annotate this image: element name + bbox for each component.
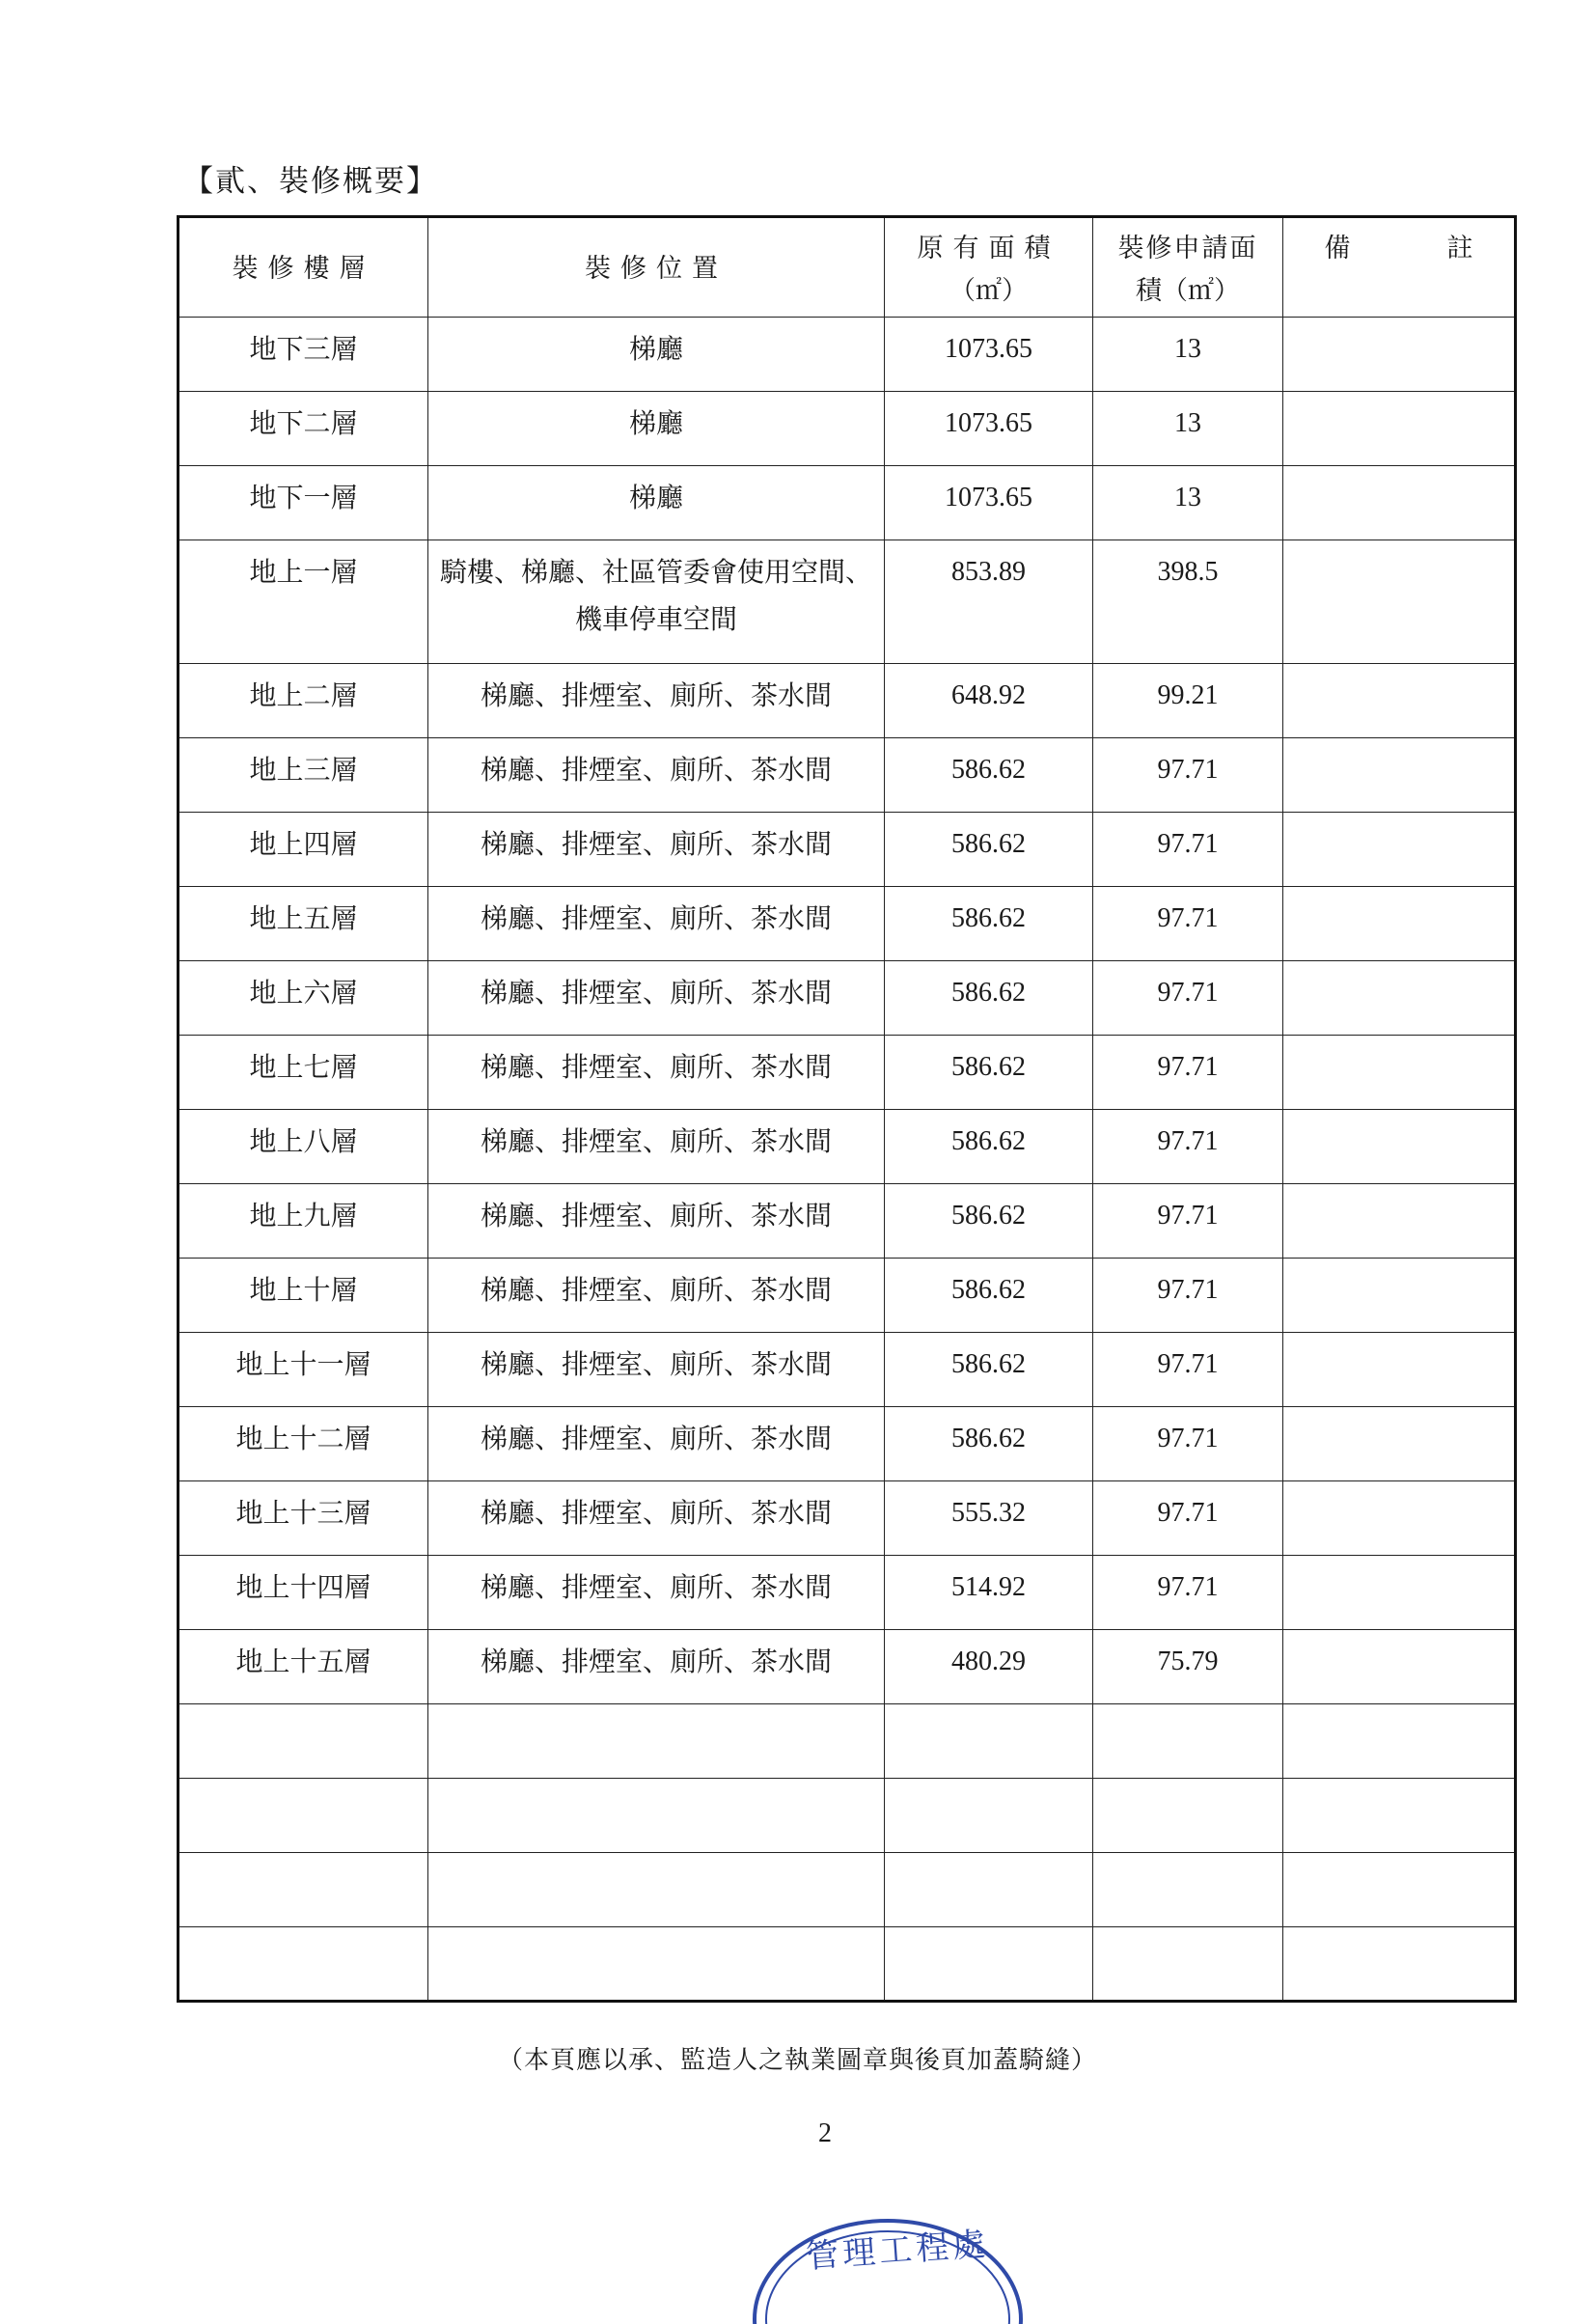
cell-original-area [885,1704,1093,1779]
cell-remarks [1283,1407,1516,1481]
cell-applied-area [1093,1927,1283,2002]
table-row [179,813,1516,887]
table-row [179,1184,1516,1259]
table-row [179,1630,1516,1704]
cell-applied-area: 97.71 [1093,1184,1283,1259]
cell-remarks [1283,1036,1516,1110]
header-applied-area-line1: 裝修申請面 [1117,234,1258,263]
cell-floor: 地上四層 [179,813,428,887]
table-row [179,466,1516,540]
table-row [179,961,1516,1036]
cell-applied-area: 75.79 [1093,1630,1283,1704]
cell-applied-area: 97.71 [1093,961,1283,1036]
cell-location [428,1704,885,1779]
cell-location: 梯廳、排煙室、廁所、茶水間 [428,1481,885,1556]
cell-floor: 地上三層 [179,738,428,813]
cell-applied-area: 97.71 [1093,1036,1283,1110]
cell-original-area: 586.62 [885,1333,1093,1407]
cell-location: 梯廳、排煙室、廁所、茶水間 [428,1184,885,1259]
cell-applied-area: 97.71 [1093,887,1283,961]
cell-applied-area: 398.5 [1093,540,1283,664]
cell-applied-area: 99.21 [1093,664,1283,738]
header-floor [179,217,428,318]
cell-floor [179,1853,428,1927]
cell-location [428,1927,885,2002]
cell-location: 梯廳、排煙室、廁所、茶水間 [428,1110,885,1184]
cell-remarks [1283,540,1516,664]
table-row [179,392,1516,466]
renovation-summary-table [177,215,1517,2003]
cell-applied-area: 97.71 [1093,738,1283,813]
cell-location: 梯廳、排煙室、廁所、茶水間 [428,664,885,738]
cell-original-area: 1073.65 [885,318,1093,392]
table-row [179,1036,1516,1110]
cell-applied-area: 97.71 [1093,1333,1283,1407]
header-floor-label: 裝修樓層 [232,254,375,284]
table-row [179,1704,1516,1779]
cell-original-area: 586.62 [885,1036,1093,1110]
cell-applied-area: 97.71 [1093,1556,1283,1630]
cell-remarks [1283,1184,1516,1259]
cell-original-area: 853.89 [885,540,1093,664]
cell-floor: 地上十層 [179,1259,428,1333]
cell-original-area: 586.62 [885,1407,1093,1481]
cell-remarks [1283,466,1516,540]
cell-original-area: 586.62 [885,1184,1093,1259]
cell-original-area: 480.29 [885,1630,1093,1704]
cell-location: 梯廳、排煙室、廁所、茶水間 [428,1036,885,1110]
cell-original-area: 586.62 [885,1110,1093,1184]
cell-floor: 地上五層 [179,887,428,961]
cell-original-area: 586.62 [885,738,1093,813]
cell-location: 梯廳 [428,318,885,392]
cell-remarks [1283,1853,1516,1927]
cell-remarks [1283,1556,1516,1630]
cell-floor: 地上二層 [179,664,428,738]
cell-applied-area [1093,1704,1283,1779]
cell-location [428,1779,885,1853]
cell-applied-area: 97.71 [1093,1110,1283,1184]
header-applied-area-line2: 積（㎡） [1136,276,1240,306]
cell-location: 梯廳 [428,466,885,540]
cell-remarks [1283,1333,1516,1407]
cell-remarks [1283,813,1516,887]
cell-applied-area: 97.71 [1093,813,1283,887]
header-remarks-char1: 備 [1324,234,1351,263]
table-row [179,1259,1516,1333]
cell-floor: 地上一層 [179,540,428,664]
cell-floor [179,1779,428,1853]
cell-applied-area: 13 [1093,392,1283,466]
cell-floor: 地上六層 [179,961,428,1036]
cell-location: 梯廳、排煙室、廁所、茶水間 [428,1556,885,1630]
table-row [179,1407,1516,1481]
cell-remarks [1283,392,1516,466]
cell-remarks [1283,318,1516,392]
table-row [179,738,1516,813]
cell-location [428,1853,885,1927]
cell-remarks [1283,1779,1516,1853]
table-row [179,1927,1516,2002]
cell-original-area [885,1853,1093,1927]
cell-floor [179,1704,428,1779]
cell-original-area: 586.62 [885,887,1093,961]
cell-location: 梯廳、排煙室、廁所、茶水間 [428,1259,885,1333]
cell-floor: 地下二層 [179,392,428,466]
cell-floor: 地下一層 [179,466,428,540]
table-row [179,1481,1516,1556]
cell-original-area: 586.62 [885,813,1093,887]
header-original-area-line1: 原有面積 [917,234,1060,263]
cell-floor: 地上八層 [179,1110,428,1184]
cell-remarks [1283,1110,1516,1184]
cell-remarks [1283,961,1516,1036]
cell-location: 梯廳、排煙室、廁所、茶水間 [428,1333,885,1407]
header-location-label: 裝修位置 [585,254,728,284]
cell-applied-area: 97.71 [1093,1407,1283,1481]
table-row [179,540,1516,664]
section-title: 【貳、裝修概要】 [183,164,438,199]
cell-location: 梯廳、排煙室、廁所、茶水間 [428,961,885,1036]
cell-remarks [1283,1259,1516,1333]
cell-original-area: 648.92 [885,664,1093,738]
table-body [179,318,1516,2002]
table-header-row [179,217,1516,318]
page-number: 2 [818,2118,832,2148]
table-row [179,664,1516,738]
cell-floor [179,1927,428,2002]
cell-original-area: 586.62 [885,961,1093,1036]
cell-location: 梯廳、排煙室、廁所、茶水間 [428,738,885,813]
cell-original-area: 555.32 [885,1481,1093,1556]
table-row [179,318,1516,392]
cell-floor: 地上九層 [179,1184,428,1259]
header-original-area [885,217,1093,318]
cell-applied-area: 13 [1093,318,1283,392]
cell-location: 梯廳、排煙室、廁所、茶水間 [428,1407,885,1481]
header-applied-area [1093,217,1283,318]
cell-remarks [1283,738,1516,813]
cell-original-area: 1073.65 [885,466,1093,540]
cell-floor: 地上七層 [179,1036,428,1110]
cell-remarks [1283,664,1516,738]
header-remarks [1283,217,1516,318]
cell-floor: 地下三層 [179,318,428,392]
cell-remarks [1283,1481,1516,1556]
seal-text: 管理工程處 [805,2225,991,2277]
cell-location: 梯廳、排煙室、廁所、茶水間 [428,887,885,961]
cell-location: 騎樓、梯廳、社區管委會使用空間、機車停車空間 [428,540,885,664]
cell-remarks [1283,1927,1516,2002]
cell-applied-area [1093,1779,1283,1853]
cell-original-area: 514.92 [885,1556,1093,1630]
cell-location: 梯廳、排煙室、廁所、茶水間 [428,813,885,887]
cell-floor: 地上十五層 [179,1630,428,1704]
cell-applied-area: 13 [1093,466,1283,540]
official-seal [743,2208,1032,2324]
cell-floor: 地上十四層 [179,1556,428,1630]
cell-remarks [1283,1704,1516,1779]
table-row [179,1556,1516,1630]
cell-location: 梯廳、排煙室、廁所、茶水間 [428,1630,885,1704]
header-remarks-char2: 註 [1446,234,1473,263]
cell-floor: 地上十一層 [179,1333,428,1407]
cell-location: 梯廳 [428,392,885,466]
cell-remarks [1283,887,1516,961]
cell-remarks [1283,1630,1516,1704]
table-row [179,887,1516,961]
cell-applied-area [1093,1853,1283,1927]
header-original-area-line2: （㎡） [949,276,1028,306]
cell-original-area [885,1927,1093,2002]
cell-original-area: 586.62 [885,1259,1093,1333]
cell-original-area [885,1779,1093,1853]
cell-applied-area: 97.71 [1093,1259,1283,1333]
table-row [179,1853,1516,1927]
header-location [428,217,885,318]
table-row [179,1110,1516,1184]
footnote: （本頁應以承、監造人之執業圖章與後頁加蓋騎縫） [497,2046,1097,2075]
cell-floor: 地上十二層 [179,1407,428,1481]
cell-applied-area: 97.71 [1093,1481,1283,1556]
table-row [179,1779,1516,1853]
table-row [179,1333,1516,1407]
cell-original-area: 1073.65 [885,392,1093,466]
cell-floor: 地上十三層 [179,1481,428,1556]
